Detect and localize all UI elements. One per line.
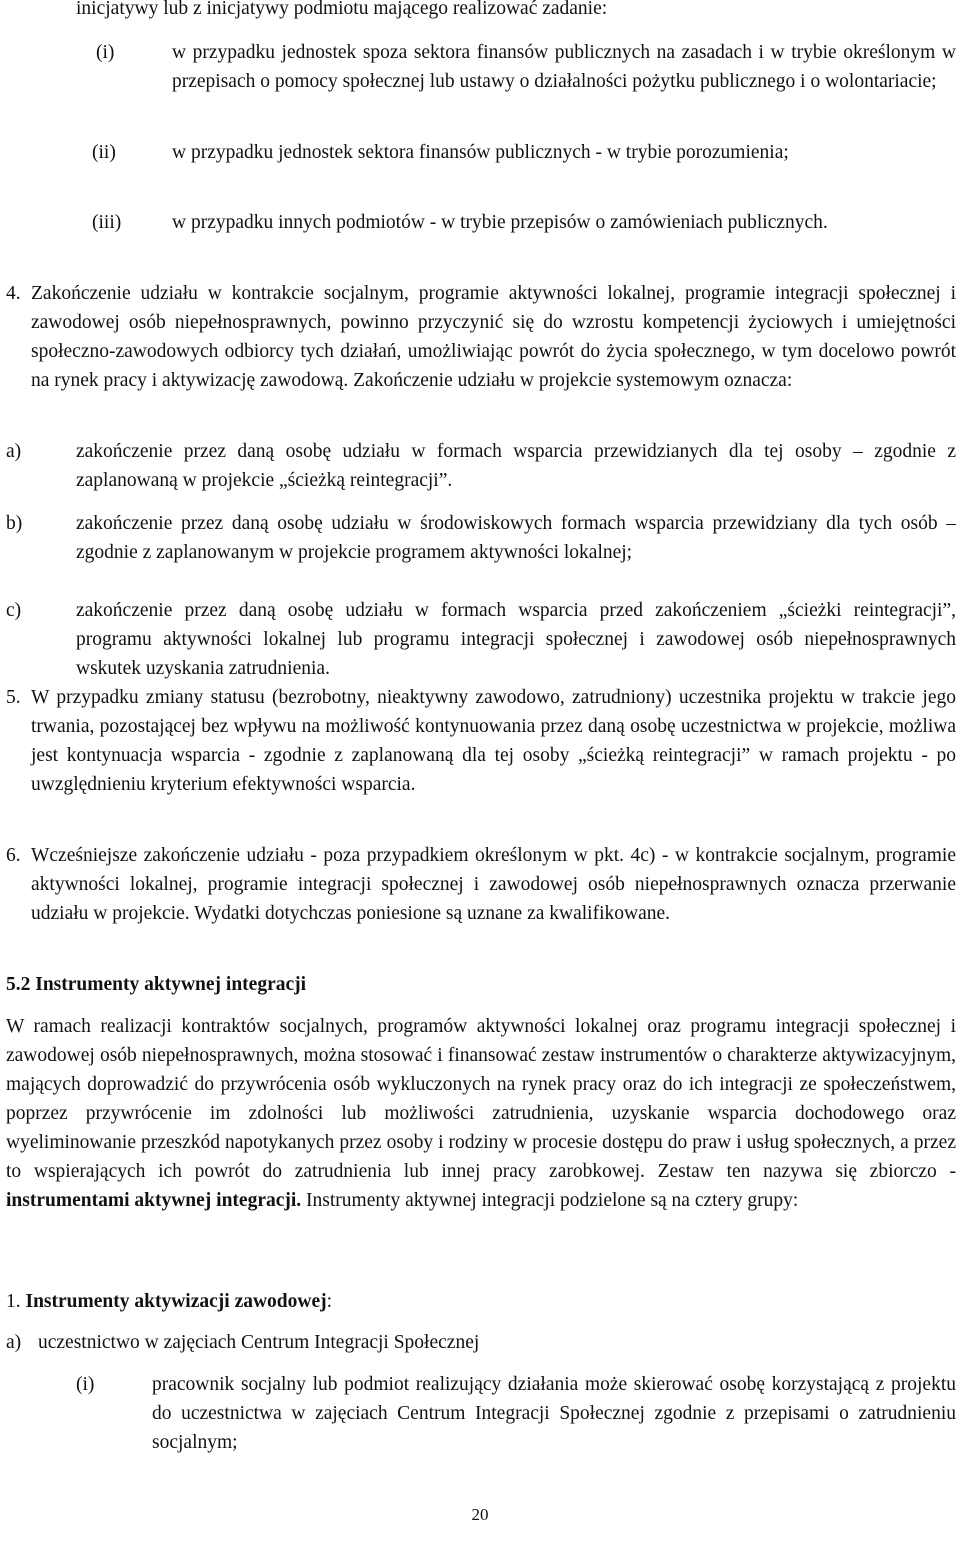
paragraph-tail: Instrumenty aktywnej integracji podzielone są na cztery grupy:: [301, 1190, 799, 1211]
subitem-text: zakończenie przez daną osobę udziału w formach wsparcia przewidzianych dla tej osoby – zgodnie z zaplanowaną w projekcie „ścieżką reintegracji”.: [76, 441, 956, 491]
roman-text: pracownik socjalny lub podmiot realizujący działania może skierować osobę korzystającą z projektu do uczestnictwa w zajęciach Centrum Integracji Społecznej zgodnie z przepisami o zatrudnieniu socjalnym;: [152, 1374, 956, 1453]
section-paragraph: [6, 1012, 956, 1215]
group-1-item-a: [6, 1328, 956, 1357]
subitem-label: c): [6, 600, 22, 621]
page-number: 20: [471, 1505, 489, 1524]
subitem-c: [6, 596, 956, 683]
item-number: 6.: [6, 845, 21, 866]
subitem-text: uczestnictwo w zajęciach Centrum Integracji Społecznej: [38, 1332, 480, 1353]
roman-item-ii: [92, 138, 956, 167]
item-text: Zakończenie udziału w kontrakcie socjalnym, programie aktywności lokalnej, programie integracji społecznej i zawodowej osób niepełnosprawnych, powinno przyczynić się do wzrostu kompetencji życiowych i umiejętności społeczno-zawodowych odbiorcy tych działań, umożliwiając powrót do życia społecznego, w tym docelowo powrót na rynek pracy i aktywizację zawodową. Zakończenie udziału w projekcie systemowym oznacza:: [31, 283, 956, 391]
group-title: Instrumenty aktywizacji zawodowej: [25, 1291, 327, 1312]
item-number: 4.: [6, 283, 21, 304]
paragraph-bold: instrumentami aktywnej integracji.: [6, 1190, 302, 1211]
paragraph-text: [6, 1012, 956, 1215]
subitem-b: [6, 509, 956, 567]
group-1: [6, 1287, 956, 1316]
intro-text: inicjatywy lub z inicjatywy podmiotu mającego realizować zadanie:: [76, 0, 608, 19]
roman-item-i: [96, 38, 956, 96]
intro-line: [76, 0, 956, 23]
numbered-item-6: [6, 841, 956, 928]
paragraph-main: W ramach realizacji kontraktów socjalnych, programów aktywności lokalnej oraz programu integracji społecznej i zawodowej osób niepełnosprawnych, można stosować i finansować zestaw instrumentów o charakterze aktywizacyjnym, mających doprowadzić do przywrócenia osób wykluczonych na rynek pracy oraz do ich integracji ze społeczeństwem, poprzez przywrócenie im zdolności lub możliwości zatrudnienia, uzyskanie wsparcia dochodowego oraz wyeliminowanie przeszkód napotykanych przez osoby i rodziny w procesie dostępu do praw i usług społecznych, a przez to wspierających ich powrót do zatrudnienia lub innej pracy zarobkowej. Zestaw ten nazywa się zbiorczo -: [6, 1016, 956, 1182]
subitem-label: b): [6, 513, 23, 534]
roman-label: (i): [96, 42, 115, 63]
roman-label: (iii): [92, 212, 122, 233]
group-1-item-a-i: [76, 1370, 956, 1457]
subitem-text: zakończenie przez daną osobę udziału w środowiskowych formach wsparcia przewidziany dla tych osób – zgodnie z zaplanowanym w projekcie programem aktywności lokalnej;: [76, 513, 956, 563]
group-number: 1.: [6, 1291, 21, 1312]
roman-text: w przypadku jednostek sektora finansów publicznych - w trybie porozumienia;: [172, 142, 789, 163]
section-heading-text: 5.2 Instrumenty aktywnej integracji: [6, 974, 307, 995]
subitem-label: a): [6, 441, 22, 462]
group-colon: :: [326, 1291, 333, 1312]
roman-label: (ii): [92, 142, 116, 163]
item-text: Wcześniejsze zakończenie udziału - poza przypadkiem określonym w pkt. 4c) - w kontrakcie socjalnym, programie aktywności lokalnej, programie integracji społecznej i zawodowej osób niepełnosprawnych oznacza przerwanie udziału w projekcie. Wydatki dotychczas poniesione są uznane za kwalifikowane.: [31, 845, 956, 924]
subitem-a: [6, 437, 956, 495]
roman-label: (i): [76, 1374, 95, 1395]
numbered-item-5: [6, 683, 956, 799]
roman-text: w przypadku jednostek spoza sektora finansów publicznych na zasadach i w trybie określonym w przepisach o pomocy społecznej lub ustawy o działalności pożytku publicznego i o wolontariacie;: [172, 42, 956, 92]
item-number: 5.: [6, 687, 21, 708]
item-text: W przypadku zmiany statusu (bezrobotny, nieaktywny zawodowo, zatrudniony) uczestnika projektu w trakcie jego trwania, pozostającej bez wpływu na możliwość kontynuowania przez daną osobę uczestnictwa w projekcie, możliwa jest kontynuacja wsparcia - zgodnie z zaplanowaną dla tej osoby „ścieżką reintegracji” w ramach projektu - po uwzględnieniu kryterium efektywności wsparcia.: [31, 687, 956, 795]
numbered-item-4: [6, 279, 956, 395]
roman-item-iii: [92, 208, 956, 237]
subitem-text: zakończenie przez daną osobę udziału w formach wsparcia przed zakończeniem „ścieżki reintegracji”, programu aktywności lokalnej lub programu integracji społecznej i zawodowej osób niepełnosprawnych wskutek uzyskania zatrudnienia.: [76, 600, 956, 679]
subitem-label: a): [6, 1332, 22, 1353]
section-heading: [6, 970, 956, 999]
roman-text: w przypadku innych podmiotów - w trybie przepisów o zamówieniach publicznych.: [172, 212, 828, 233]
